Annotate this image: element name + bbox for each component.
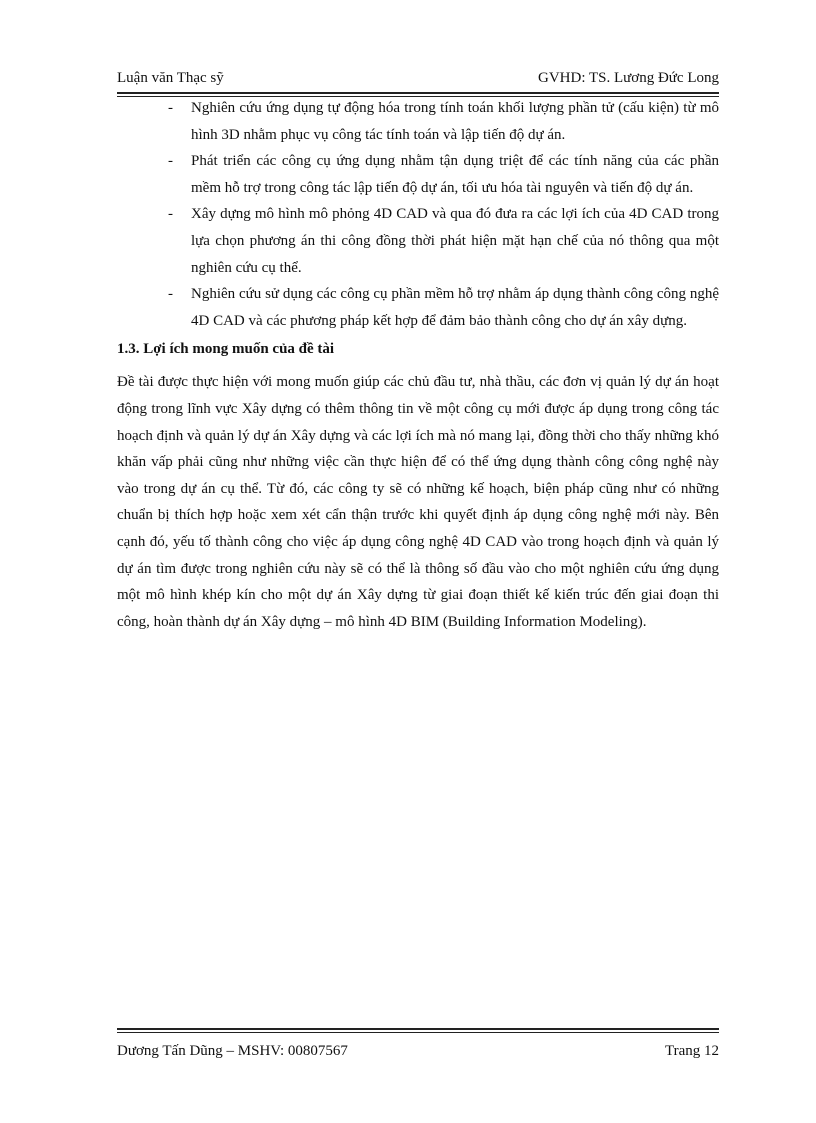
- list-item-text: Nghiên cứu sử dụng các công cụ phần mềm hỗ trợ nhằm áp dụng thành công công nghệ 4D CAD và các phương pháp kết hợp để đảm bảo thành công cho dự án xây dựng.: [191, 286, 719, 329]
- header-rule: [117, 92, 719, 94]
- bullet-dash: -: [168, 100, 173, 116]
- page-content: [117, 95, 719, 635]
- page-number: Trang 12: [664, 1043, 719, 1059]
- list-item: [117, 95, 719, 148]
- footer-author: Dương Tấn Dũng – MSHV: 00807567: [117, 1043, 348, 1059]
- list-item-text: Nghiên cứu ứng dụng tự động hóa trong tính toán khối lượng phần tử (cấu kiện) từ mô hình 3D nhằm phục vụ công tác tính toán và lập tiến độ dự án.: [191, 100, 719, 143]
- list-item-text: Xây dựng mô hình mô phỏng 4D CAD và qua đó đưa ra các lợi ích của 4D CAD trong lựa chọn phương án thi công đồng thời phát hiện mặt hạn chế của nó thông qua một nghiên cứu cụ thể.: [191, 206, 719, 276]
- list-item: [117, 281, 719, 334]
- objective-list: [117, 95, 719, 334]
- list-item: [117, 148, 719, 201]
- bullet-dash: -: [168, 286, 173, 303]
- footer-rule-thin: [117, 1032, 719, 1033]
- list-item-text: Phát triển các công cụ ứng dụng nhằm tận dụng triệt để các tính năng của các phần mềm hỗ trợ trong công tác lập tiến độ dự án, tối ưu hóa tài nguyên và tiến độ dự án.: [191, 153, 719, 196]
- page-header: [117, 68, 719, 88]
- section-heading: 1.3. Lợi ích mong muốn của đề tài: [117, 341, 335, 358]
- bullet-dash: -: [168, 153, 173, 170]
- page-footer: [117, 1041, 719, 1061]
- header-thesis-type: Luận văn Thạc sỹ: [117, 70, 224, 86]
- list-item: [117, 201, 719, 281]
- bullet-dash: -: [168, 206, 173, 223]
- footer-rule: [117, 1028, 719, 1030]
- section-paragraph: Đề tài được thực hiện với mong muốn giúp các chủ đầu tư, nhà thầu, các đơn vị quản lý dự án hoạt động trong lĩnh vực Xây dựng có thêm thông tin về một công cụ mới được áp dụng trong công tác hoạch định và quản lý dự án Xây dựng và các lợi ích mà nó mang lại, đồng thời cho thấy những khó khăn vấp phải cũng như những việc cần thực hiện để có thể ứng dụng thành công công nghệ này vào trong dự án cụ thể. Từ đó, các công ty sẽ có những kế hoạch, biện pháp cũng như có những chuẩn bị thích hợp hoặc xem xét cẩn thận trước khi quyết định áp dụng công nghệ mới này. Bên cạnh đó, yếu tố thành công cho việc áp dụng công nghệ 4D CAD vào trong hoạch định và quản lý dự án tìm được trong nghiên cứu này sẽ có thể là thông số đầu vào cho một nghiên cứu ứng dụng một mô hình khép kín cho một dự án Xây dựng từ giai đoạn thiết kế kiến trúc đến giai đoạn thi công, hoàn thành dự án Xây dựng – mô hình 4D BIM (Building Information Modeling).: [117, 374, 719, 630]
- header-advisor: GVHD: TS. Lương Đức Long: [538, 70, 719, 86]
